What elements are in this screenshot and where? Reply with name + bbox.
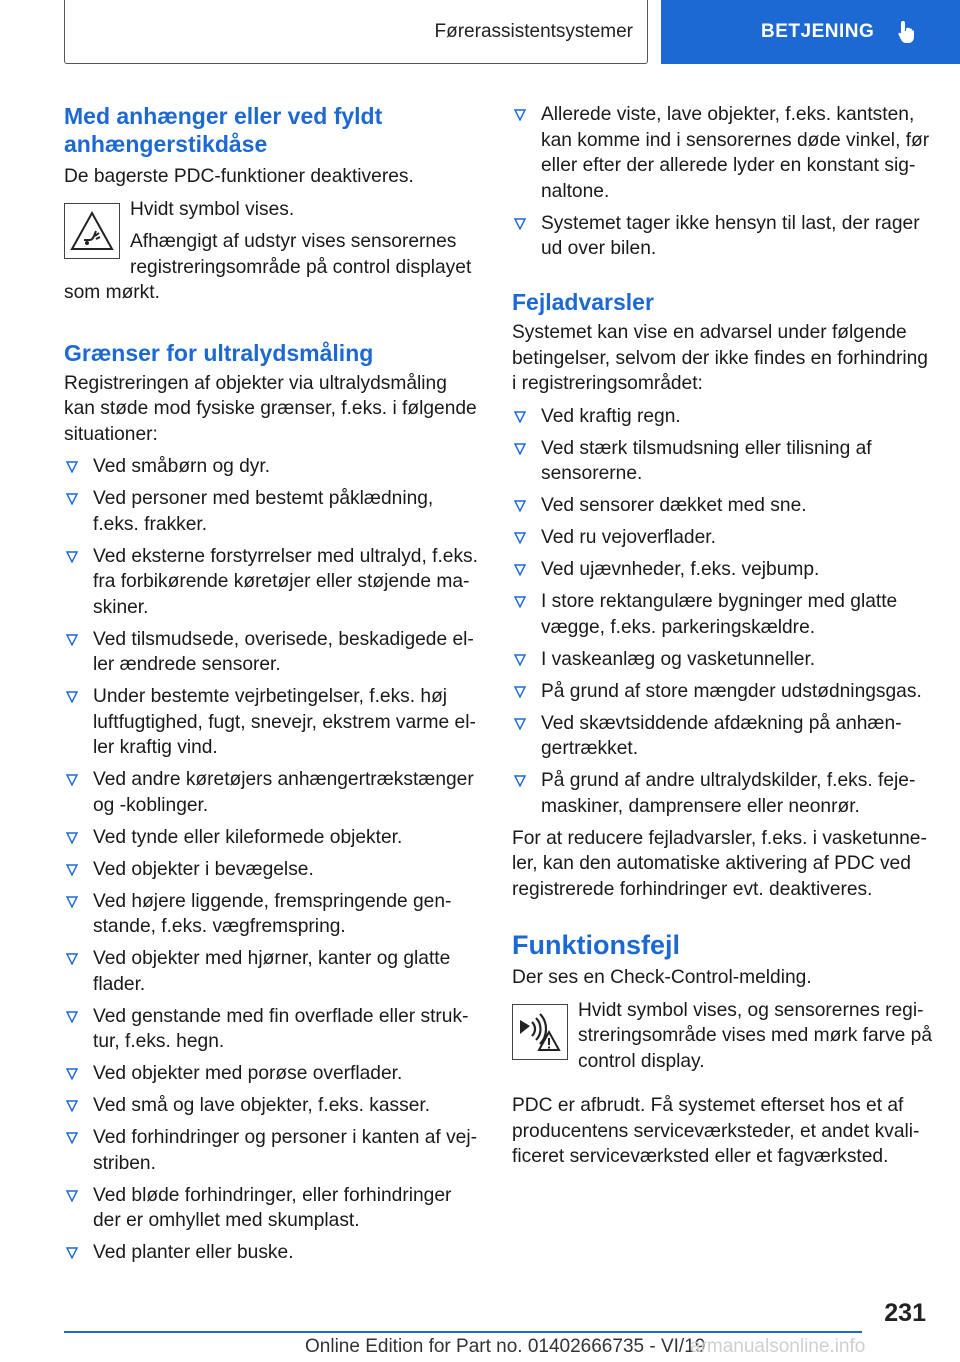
header-section [64, 0, 648, 64]
list-item: Ved ujævnheder, f.eks. vejbump. [512, 557, 932, 583]
triangle-bullet-icon [66, 1100, 78, 1112]
list-item: I store rektangulære bygninger med glatte vægge, f.eks. parkeringskældre. [512, 589, 932, 640]
pdc-fault-icon [512, 1004, 568, 1060]
list-item: I vaskeanlæg og vasketunneller. [512, 647, 932, 673]
triangle-bullet-icon [514, 532, 526, 544]
triangle-bullet-icon [66, 1132, 78, 1144]
list-item: Ved forhindringer og personer i kanten af vejstriben. [64, 1125, 482, 1176]
list-item: Ved stærk tilsmudsning eller tilisning af sensorerne. [512, 436, 932, 487]
list-item: Ved eksterne forstyrrelser med ultralyd, f.eks. fra forbikørende køretøjer eller støjende maskiner. [64, 544, 482, 621]
section-title-limits: Grænser for ultralydsmåling [64, 339, 374, 366]
paragraph: For at reducere fejladvarsler, f.eks. i vasketunneler, kan den automatiske aktivering af PDC ved registrerede forhindringer evt. deaktiveres. [512, 827, 927, 900]
paragraph: Hvidt symbol vises, og sensorernes registreringsområde vises med mørk farve på control display. [578, 999, 933, 1072]
list-item: Ved objekter i bevægelse. [64, 857, 482, 883]
list-item: Allerede viste, lave objekter, f.eks. kantsten, kan komme ind i sensorernes døde vinkel, før eller efter der allerede lyder en konstant signaltone. [512, 102, 932, 204]
list-item: Ved højere liggende, fremspringende genstande, f.eks. vægfremspring. [64, 889, 482, 940]
triangle-bullet-icon [66, 551, 78, 563]
paragraph: Der ses en Check-Control-melding. [512, 967, 812, 988]
list-item: Ved planter eller buske. [64, 1240, 482, 1266]
list-item: Ved tynde eller kileformede objekter. [64, 825, 482, 851]
list-item: Ved skævtsiddende afdækning på anhængertrækket. [512, 711, 932, 762]
header-chapter-tab[interactable] [661, 0, 960, 64]
triangle-bullet-icon [514, 654, 526, 666]
list-item: Ved objekter med porøse overflader. [64, 1061, 482, 1087]
paragraph: Systemet kan vise en advarsel under følgende betingelser, selvom der ikke findes en forhindring i registreringsområdet: [512, 322, 928, 394]
triangle-bullet-icon [66, 832, 78, 844]
triangle-bullet-icon [514, 596, 526, 608]
triangle-bullet-icon [514, 775, 526, 787]
warning-sensor-icon [64, 203, 120, 259]
paragraph: PDC er afbrudt. Få systemet efterset hos et af producentens serviceværksteder, et andet kvalificeret serviceværksted eller et fagværksted. [512, 1095, 920, 1167]
icon-note [64, 197, 482, 306]
list-item: Ved bløde forhindringer, eller forhindringer der er omhyllet med skumplast. [64, 1183, 482, 1234]
section-title-malfunction: Funktionsfejl [512, 930, 680, 960]
list-item: Ved kraftig regn. [512, 404, 932, 430]
paragraph: Hvidt symbol vises. [130, 198, 295, 220]
triangle-bullet-icon [514, 686, 526, 698]
triangle-bullet-icon [514, 718, 526, 730]
triangle-bullet-icon [66, 774, 78, 786]
limits-list-continued [512, 102, 932, 262]
triangle-bullet-icon [514, 411, 526, 423]
list-item: Ved genstande med fin overflade eller struktur, f.eks. hegn. [64, 1004, 482, 1055]
list-item: Ved personer med bestemt påklædning, f.eks. frakker. [64, 486, 482, 537]
triangle-bullet-icon [514, 218, 526, 230]
triangle-bullet-icon [514, 443, 526, 455]
triangle-bullet-icon [66, 896, 78, 908]
triangle-bullet-icon [66, 461, 78, 473]
footer-edition: Online Edition for Part no. 01402666735 - VI/19 [305, 1336, 706, 1357]
list-item: På grund af andre ultralydskilder, f.eks. fejemaskiner, damprensere eller neonrør. [512, 768, 932, 819]
list-item: Ved små og lave objekter, f.eks. kasser. [64, 1093, 482, 1119]
paragraph: De bagerste PDC-funktioner deaktiveres. [64, 166, 414, 187]
list-item: Ved andre køretøjers anhængertrækstænger og -koblinger. [64, 767, 482, 818]
triangle-bullet-icon [66, 864, 78, 876]
triangle-bullet-icon [514, 564, 526, 576]
limits-list [64, 454, 482, 1266]
list-item: Systemet tager ikke hensyn til last, der rager ud over bilen. [512, 211, 932, 262]
triangle-bullet-icon [66, 1011, 78, 1023]
section-title-false-warnings: Fejladvarsler [512, 289, 654, 315]
triangle-bullet-icon [66, 953, 78, 965]
header-chapter-label: BETJENING [761, 21, 875, 42]
page-number: 231 [884, 1299, 926, 1327]
pointing-hand-icon [896, 19, 920, 45]
footer-divider [64, 1331, 862, 1333]
triangle-bullet-icon [514, 109, 526, 121]
header-section-label: Førerassistentsystemer [434, 20, 633, 42]
icon-note [512, 998, 932, 1075]
list-item: Ved objekter med hjørner, kanter og glatte flader. [64, 946, 482, 997]
list-item: Ved tilsmudsede, overisede, beskadigede eller ændrede sensorer. [64, 627, 482, 678]
triangle-bullet-icon [66, 1190, 78, 1202]
right-column [512, 102, 932, 1177]
list-item: Ved ru vejoverflader. [512, 525, 932, 551]
list-item: På grund af store mængder udstødningsgas. [512, 679, 932, 705]
list-item: Under bestemte vejrbetingelser, f.eks. høj luftfugtighed, fugt, snevejr, ekstrem varme eller kraftig vind. [64, 684, 482, 761]
left-column [64, 102, 482, 1272]
footer-watermark: armanualsonline.info [690, 1336, 866, 1357]
paragraph: Afhængigt af udstyr vises sensorernes registreringsområde på control displayet som mørkt. [64, 231, 472, 303]
false-warnings-list [512, 404, 932, 820]
section-title-trailer: Med anhænger eller ved fyldt anhængerstikdåse [64, 103, 383, 157]
triangle-bullet-icon [66, 634, 78, 646]
triangle-bullet-icon [66, 691, 78, 703]
triangle-bullet-icon [66, 1068, 78, 1080]
list-item: Ved sensorer dækket med sne. [512, 493, 932, 519]
list-item: Ved småbørn og dyr. [64, 454, 482, 480]
paragraph: Registreringen af objekter via ultralydsmåling kan støde mod fysiske grænser, f.eks. i følgende situationer: [64, 372, 477, 445]
triangle-bullet-icon [514, 500, 526, 512]
triangle-bullet-icon [66, 493, 78, 505]
triangle-bullet-icon [66, 1247, 78, 1259]
